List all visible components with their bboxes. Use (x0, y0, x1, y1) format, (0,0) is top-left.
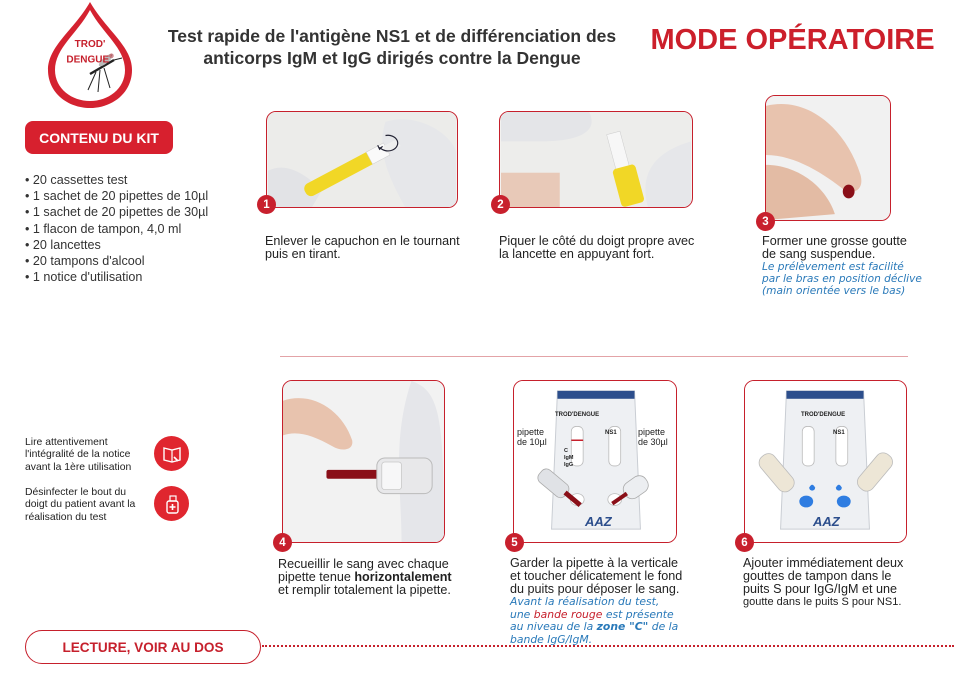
step-5-note (510, 596, 678, 646)
step-2-number: 2 (491, 195, 510, 214)
step-3-line-1: Former une grosse goutte (762, 234, 907, 248)
step-5-line-2: et toucher délicatement le fond (510, 569, 683, 583)
cassette-igm-mark: IgM (564, 455, 574, 461)
pipette-30-line-1: pipette (638, 427, 666, 437)
cassette-igg-mark: IgG (564, 462, 574, 468)
step-1-caption (265, 235, 460, 261)
side-note-1-line-2: l'intégralité de la notice (25, 449, 131, 461)
step-6-number: 6 (735, 533, 754, 552)
step-2-caption (499, 235, 694, 261)
step-4-caption (278, 558, 452, 597)
side-note-2-line-3: réalisation du test (25, 511, 107, 523)
list-item: • 20 cassettes test (25, 172, 208, 188)
step-3-line-2: de sang suspendue. (762, 247, 876, 261)
step-3-number: 3 (756, 212, 775, 231)
cassette-aaz-logo: AAZ (585, 514, 612, 529)
list-item: • 20 lancettes (25, 237, 208, 253)
side-note-2-line-1: Désinfecter le bout du (25, 487, 127, 498)
step-5-note-line-4: bande IgG/IgM. (510, 632, 593, 646)
side-note-disinfect (25, 487, 135, 524)
step-1-line-1: Enlever le capuchon en le tournant (265, 234, 460, 248)
step-2-line-1: Piquer le côté du doigt propre avec (499, 234, 695, 248)
step-2-photo (499, 111, 693, 208)
list-item: • 20 tampons d'alcool (25, 253, 208, 269)
disinfect-spray-icon (154, 486, 189, 521)
pipette-30-line-2: de 30µl (638, 437, 668, 447)
mode-operatoire-heading: MODE OPÉRATOIRE (650, 24, 935, 56)
trod-dengue-logo (44, 0, 136, 110)
kit-contents-button[interactable]: CONTENU DU KIT (25, 121, 173, 154)
step-6-line-1: Ajouter immédiatement deux (743, 556, 904, 570)
cassette-brand-label: TROD'DENGUE (555, 412, 600, 418)
cassette-ns1-label: NS1 (605, 430, 617, 436)
kit-contents-list (25, 172, 208, 285)
logo-line-1: TROD' (74, 39, 106, 50)
side-note-2-line-2: doigt du patient avant la (25, 499, 136, 511)
step-2-line-2: la lancette en appuyant fort. (499, 247, 655, 261)
step-5-note-line-2a: une (510, 607, 534, 621)
step-5-note-line-1: Avant la réalisation du test, (510, 595, 660, 608)
step-3-note-line-1: Le prélèvement est facilité (762, 261, 904, 273)
list-item: • 1 sachet de 20 pipettes de 10µl (25, 188, 208, 204)
pipette-30-label (638, 427, 668, 447)
cassette-igg-igm-markings (564, 448, 573, 469)
step-3-photo (765, 95, 891, 221)
pipette-10-label (517, 427, 547, 447)
step-6-line-2: gouttes de tampon dans le (743, 569, 892, 583)
lecture-see-back-button[interactable]: LECTURE, VOIR AU DOS (25, 630, 261, 664)
step-5-note-line-2c: est présente (602, 607, 674, 621)
registered-mark: ® (109, 54, 114, 60)
cassette-c-mark: C (564, 448, 568, 454)
step-3-note-line-3: (main orientée vers le bas) (762, 285, 906, 297)
step-6-line-4: goutte dans le puits S pour NS1. (743, 596, 902, 608)
cassette-ns1-label-2: NS1 (833, 430, 845, 436)
list-item: • 1 sachet de 20 pipettes de 30µl (25, 204, 208, 220)
side-note-read-manual (25, 437, 131, 474)
step-4-line-3: et remplir totalement la pipette. (278, 583, 451, 597)
cassette-aaz-logo-2: AAZ (813, 514, 840, 529)
side-note-1-line-1: Lire attentivement (25, 437, 108, 448)
step-3-note (762, 261, 922, 297)
step-6-line-3: puits S pour IgG/IgM et une (743, 582, 898, 596)
cassette-brand-label-2: TROD'DENGUE (801, 412, 846, 418)
step-5-note-zone-c: zone "C" (596, 620, 649, 633)
step-3-caption (762, 235, 907, 261)
step-1-photo (266, 111, 458, 208)
step-4-photo (282, 380, 445, 543)
step-3-note-line-2: par le bras en position déclive (762, 273, 922, 285)
logo-line-2: DENGUE (66, 54, 110, 66)
step-5-note-line-3c: de la (648, 620, 679, 633)
step-4-line-2-bold: horizontalement (354, 570, 452, 584)
step-4-line-1: Recueillir le sang avec chaque (278, 557, 449, 571)
step-4-number: 4 (273, 533, 292, 552)
side-note-1-line-3: avant la 1ère utilisation (25, 461, 132, 473)
step-5-note-red-band: bande rouge (533, 607, 603, 621)
document-title (150, 25, 634, 69)
step-4-line-2-start: pipette tenue (278, 570, 355, 584)
step-5-caption (510, 557, 682, 596)
pipette-10-line-2: de 10µl (517, 437, 547, 447)
step-5-line-3: du puits pour déposer le sang. (510, 582, 680, 596)
step-1-line-2: puis en tirant. (265, 247, 341, 261)
step-1-number: 1 (257, 195, 276, 214)
title-line-2: anticorps IgM et IgG dirigés contre la Dengue (203, 48, 581, 68)
pipette-10-line-1: pipette (517, 427, 545, 437)
step-6-caption (743, 557, 903, 609)
list-item: • 1 flacon de tampon, 4,0 ml (25, 221, 208, 237)
step-5-line-1: Garder la pipette à la verticale (510, 556, 679, 570)
list-item: • 1 notice d'utilisation (25, 269, 208, 285)
step-5-number: 5 (505, 533, 524, 552)
dotted-divider (262, 645, 954, 647)
title-line-1: Test rapide de l'antigène NS1 et de différenciation des (167, 26, 617, 46)
step-5-note-line-3a: au niveau de la (510, 620, 597, 633)
read-manual-icon (154, 436, 189, 471)
section-divider (280, 356, 908, 357)
